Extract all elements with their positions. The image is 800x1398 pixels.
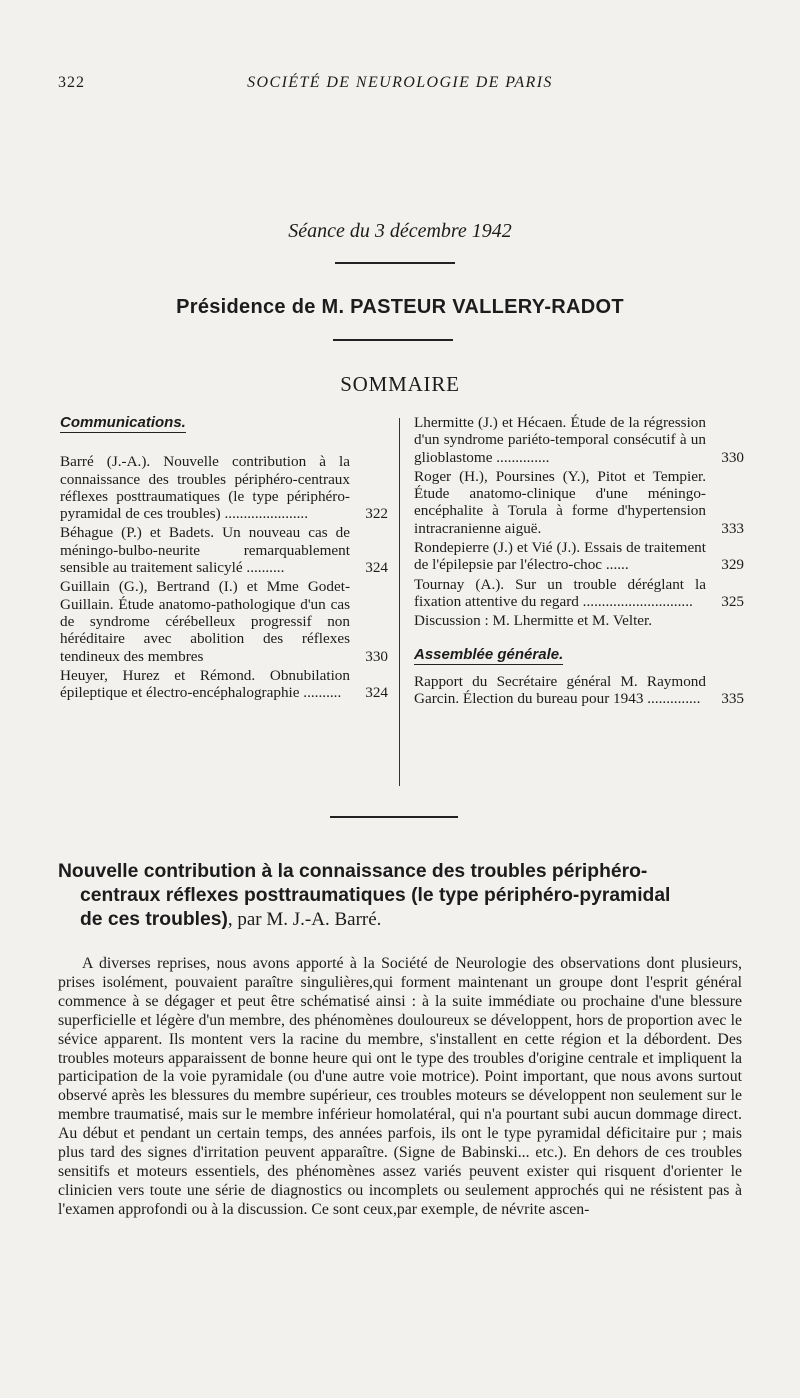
column-divider	[399, 418, 400, 786]
toc-entry-page: 330	[365, 647, 388, 665]
assemblee-heading: Assemblée générale.	[414, 646, 563, 665]
toc-entry	[414, 539, 744, 574]
toc-entry-page: 324	[365, 559, 388, 577]
journal-title: SOCIÉTÉ DE NEUROLOGIE DE PARIS	[247, 74, 553, 91]
toc-entry	[60, 453, 388, 522]
article-title-line: centraux réflexes posttraumatiques (le type périphéro-pyramidal	[80, 885, 671, 906]
article-title-line: Nouvelle contribution à la connaissance des troubles périphéro-	[58, 861, 648, 882]
toc-entry-page: 324	[365, 684, 388, 702]
toc-entry-page: 325	[721, 592, 744, 610]
toc-entry-text: Heuyer, Hurez et Rémond. Obnubilation épileptique et électro-encéphalographie ..........	[60, 666, 350, 702]
toc-entry-discussion	[414, 612, 744, 629]
article-body	[58, 955, 742, 1220]
toc-entry	[414, 468, 744, 537]
toc-left-column	[60, 414, 388, 703]
toc-entry-page: 329	[721, 556, 744, 574]
toc-entry-text: Discussion : M. Lhermitte et M. Velter.	[414, 612, 653, 630]
toc-entry-text: Barré (J.-A.). Nouvelle contribution à la connaissance des troubles périphéro-centraux réflexes posttraumatiques (le type périphéro-pyramidal de ces troubles) ......................	[60, 453, 350, 523]
toc-entry-text: Guillain (G.), Bertrand (I.) et Mme Godet-Guillain. Étude anatomo-pathologique d'un cas de syndrome cérébelleux progressif non héréditaire avec abolition des réflexes tendineux des membres	[60, 578, 350, 665]
toc-entry-page: 330	[721, 448, 744, 466]
sommaire-heading: SOMMAIRE	[340, 372, 460, 396]
toc-entry-text: Rondepierre (J.) et Vié (J.). Essais de traitement de l'épilepsie par l'électro-choc ......	[414, 539, 706, 574]
toc-entry-text: Rapport du Secrétaire général M. Raymond Garcin. Élection du bureau pour 1943 ..............	[414, 672, 706, 708]
divider-rule	[333, 339, 453, 341]
toc-entry-text: Béhague (P.) et Badets. Un nouveau cas de méningo-bulbo-neurite remarquablement sensible au traitement salicylé ..........	[60, 524, 350, 577]
running-head	[58, 74, 742, 96]
toc-right-column	[414, 414, 744, 709]
article-title-text: de ces troubles)	[80, 909, 228, 930]
toc-entry	[60, 524, 388, 576]
toc-entry-text: Roger (H.), Poursines (Y.), Pitot et Tempier. Étude anatomo-clinique d'une méningo-encéphalite à Torula à forme d'hypertension intracranienne aiguë.	[414, 467, 706, 537]
body-paragraph: A diverses reprises, nous avons apporté à la Société de Neurologie des observations dont plusieurs, prises isolément, pouvaient paraître singulières,qui forment maintenant un groupe dont l'esprit général commence à se dégager et peut être schématisé ainsi : à la suite immédiate ou prochaine d'une blessure superficielle et légère d'un membre, des phénomènes douloureux se développent, hors de proportion avec le sévice apparent. Ils montent vers la racine du membre, s'installent en cette région et la débordent. Des troubles moteurs apparaissent de bonne heure qui ont le type des troubles d'origine centrale et impliquent la participation de la voie pyramidale (ou d'une autre voie motrice). Point important, que nous avons surtout observé après les blessures du membre supérieur, ces troubles moteurs se développent non seulement sur le membre traumatisé, mais sur le membre inférieur homolatéral, qui n'a pourtant subi aucun dommage direct. Au début et pendant un certain temps, des années parfois, ils ont le type pyramidal déficitaire pur ; mais plus tard des signes d'irritation peuvent apparaître. (Signe de Babinski... etc.). En dehors de ces troubles sensitifs et moteurs essentiels, des phénomènes assez variés peuvent exister qui risquent d'orienter le clinicien vers toute une série de diagnostics ou incomplets ou seulement approchés qui ne résistent pas à l'examen approfondi ou à la discussion. Ce sont ceux,par exemple, de névrite ascen-	[58, 955, 742, 1218]
divider-rule	[330, 816, 458, 818]
article-title	[58, 860, 748, 932]
communications-heading: Communications.	[60, 414, 186, 433]
toc-entry	[414, 414, 744, 466]
divider-rule	[335, 262, 455, 264]
toc-entry-page: 335	[721, 690, 744, 708]
toc-entry	[414, 576, 744, 611]
toc-entry-page: 333	[721, 519, 744, 537]
article-title-line-last	[58, 908, 748, 932]
toc-entry	[414, 673, 744, 708]
presidence-heading: Présidence de M. PASTEUR VALLERY-RADOT	[176, 296, 624, 318]
toc-entry-page: 322	[365, 505, 388, 523]
toc-entry	[60, 667, 388, 702]
toc-entry-text: Tournay (A.). Sur un trouble déréglant la fixation attentive du regard .............................	[414, 575, 706, 610]
toc-entry-text: Lhermitte (J.) et Hécaen. Étude de la régression d'un syndrome pariéto-temporal consécutif à un glioblastome ..............	[414, 414, 706, 466]
page-number: 322	[58, 74, 85, 91]
seance-date: Séance du 3 décembre 1942	[288, 220, 512, 242]
toc-entry	[60, 578, 388, 664]
article-author: , par M. J.-A. Barré.	[227, 909, 382, 930]
